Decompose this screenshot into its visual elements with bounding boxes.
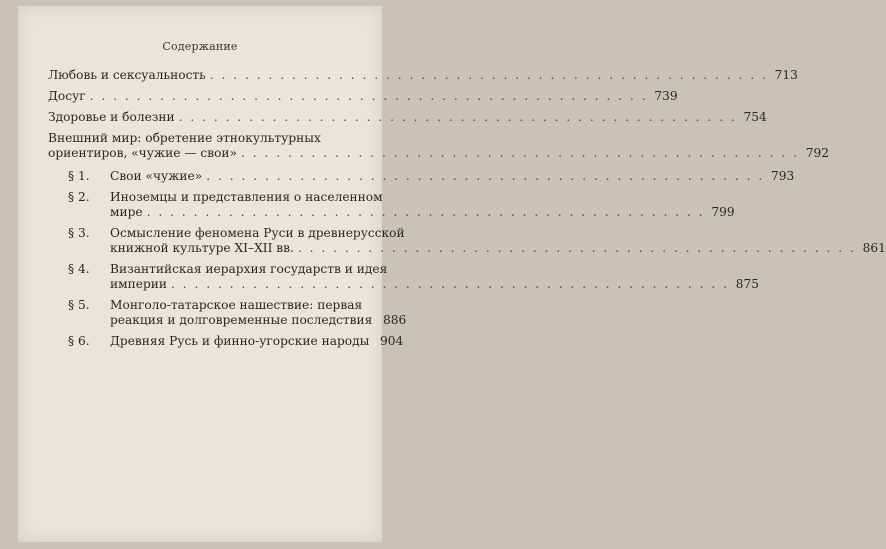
toc-entry [48,131,830,161]
toc-entry-title-line2: ориентиров, «чужие — свои» [48,146,237,160]
toc-page-number: 904 [380,334,404,348]
section-number: § 4. [68,262,90,276]
dot-leader [147,205,705,220]
section-title-line1: Византийская иерархия государств и идея [110,262,388,276]
section-number: § 5. [68,298,90,312]
dot-leader [206,169,764,184]
section-title-line2: реакция и долговременные последствия [110,313,373,327]
toc-page-number: 739 [654,89,678,103]
toc-section [48,334,404,349]
section-title: Свои «чужие» [110,169,203,183]
toc-section [48,262,760,292]
toc-section [48,169,795,184]
section-title-line1: Иноземцы и представления о населенном [110,190,383,204]
section-number: § 3. [68,226,90,240]
section-title-line2: империи [110,277,167,291]
section-title-line1: Монголо-татарское нашествие: первая [110,298,363,312]
section-number: § 2. [68,190,90,204]
section-title: Древняя Русь и финно-угорские народы [110,334,370,348]
toc-entry-title: Досуг [48,89,86,103]
toc-page-number: 793 [771,169,795,183]
toc-entry [48,89,678,104]
dot-leader [298,241,856,256]
book-page [18,6,886,542]
toc-page-number: 886 [383,313,407,327]
section-title-line1: Осмысление феномена Руси в древнерусской [110,226,405,240]
toc-entry [48,110,767,125]
toc-section [48,190,735,220]
dot-leader [241,146,799,161]
section-title-line2: мире [110,205,143,219]
toc-page-number: 754 [743,110,767,124]
toc-entry [48,68,798,83]
page-header: Содержание [162,40,238,53]
toc-page-number: 792 [805,146,830,160]
section-number: § 6. [68,334,90,348]
toc-page-number: 875 [735,277,760,291]
toc-page-number: 713 [774,68,798,82]
section-number: § 1. [68,169,90,183]
dot-leader [179,110,737,125]
table-of-contents [48,68,886,355]
section-title-line2: книжной культуре XI–XII вв. [110,241,294,255]
dot-leader [90,89,648,104]
toc-page-number: 861 [862,241,886,255]
dot-leader [171,277,729,292]
dot-leader [210,68,768,83]
toc-entry-title: Здоровье и болезни [48,110,175,124]
toc-section [48,226,886,256]
toc-section [48,298,407,328]
toc-entry-title-line1: Внешний мир: обретение этнокультурных [48,131,321,145]
toc-page-number: 799 [711,205,735,219]
toc-entry-title: Любовь и сексуальность [48,68,206,82]
